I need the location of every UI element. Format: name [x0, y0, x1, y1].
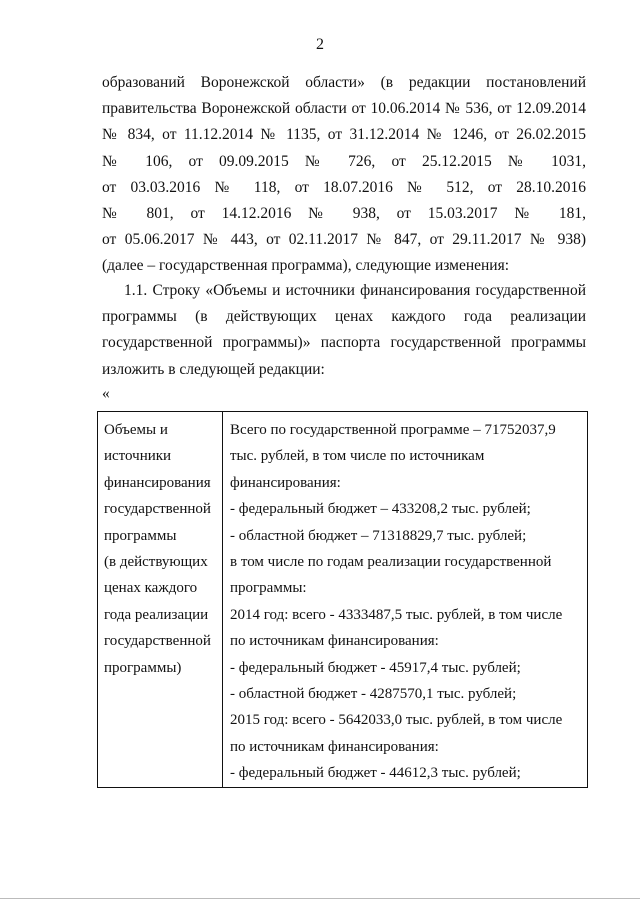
financing-table — [97, 411, 588, 788]
value-line: тыс. рублей, в том числе по источникам — [230, 448, 485, 465]
label-line: года реализации — [104, 606, 209, 623]
clause-line: государственной программы)» паспорта государственной программы — [102, 334, 586, 352]
label-line: Объемы и — [104, 422, 168, 438]
value-line: - областной бюджет - 4287570,1 тыс. рублей; — [230, 686, 517, 703]
intro-line: от 03.03.2016 № 118, от 18.07.2016 № 512, от 28.10.2016 — [102, 178, 586, 196]
value-line: финансирования: — [230, 474, 341, 491]
label-line: государственной — [104, 501, 211, 518]
clause-line: изложить в следующей редакции: — [102, 360, 325, 378]
value-line: - областной бюджет – 71318829,7 тыс. рублей; — [230, 527, 527, 544]
table-label-cell — [104, 417, 218, 681]
intro-paragraph — [102, 70, 586, 280]
value-line: Всего по государственной программе – 71752037,9 — [230, 422, 556, 438]
value-line: программы: — [230, 580, 307, 597]
intro-line: № 801, от 14.12.2016 № 938, от 15.03.2017 № 181, — [102, 205, 586, 223]
clause-line: программы (в действующих ценах каждого года реализации — [102, 308, 586, 326]
value-line: по источникам финансирования: — [230, 633, 439, 650]
intro-line: образований Воронежской области» (в редакции постановлений — [102, 74, 586, 91]
value-line: 2014 год: всего - 4333487,5 тыс. рублей, в том числе — [230, 606, 563, 623]
value-line: - федеральный бюджет – 433208,2 тыс. рублей; — [230, 501, 531, 518]
label-line: программы — [104, 527, 177, 544]
label-line: источники — [104, 448, 172, 465]
intro-line: № 106, от 09.09.2015 № 726, от 25.12.2015 № 1031, — [102, 152, 586, 170]
clause-paragraph — [102, 278, 586, 383]
table-value-cell — [230, 417, 582, 787]
clause-line: 1.1. Строку «Объемы и источники финансирования государственной — [124, 282, 586, 299]
value-line: - федеральный бюджет - 44612,3 тыс. рублей; — [230, 765, 521, 782]
label-line: программы) — [104, 659, 182, 676]
value-line: 2015 год: всего - 5642033,0 тыс. рублей, в том числе — [230, 712, 563, 729]
column-divider — [222, 412, 223, 787]
page-number: 2 — [316, 36, 324, 53]
value-line: в том числе по годам реализации государственной — [230, 554, 552, 571]
label-line: ценах каждого — [104, 580, 198, 597]
label-line: государственной — [104, 633, 211, 650]
page-bottom-edge — [0, 898, 640, 899]
opening-quote: « — [102, 385, 110, 402]
intro-line: от 05.06.2017 № 443, от 02.11.2017 № 847, от 29.11.2017 № 938) — [102, 231, 586, 249]
intro-line: правительства Воронежской области от 10.06.2014 № 536, от 12.09.2014 — [102, 100, 586, 118]
value-line: - федеральный бюджет - 45917,4 тыс. рублей; — [230, 659, 521, 676]
value-line: по источникам финансирования: — [230, 738, 439, 755]
label-line: финансирования — [104, 474, 211, 491]
intro-line: № 834, от 11.12.2014 № 1135, от 31.12.2014 № 1246, от 26.02.2015 — [102, 126, 586, 144]
intro-line: (далее – государственная программа), следующие изменения: — [102, 257, 510, 275]
label-line: (в действующих — [104, 554, 208, 571]
